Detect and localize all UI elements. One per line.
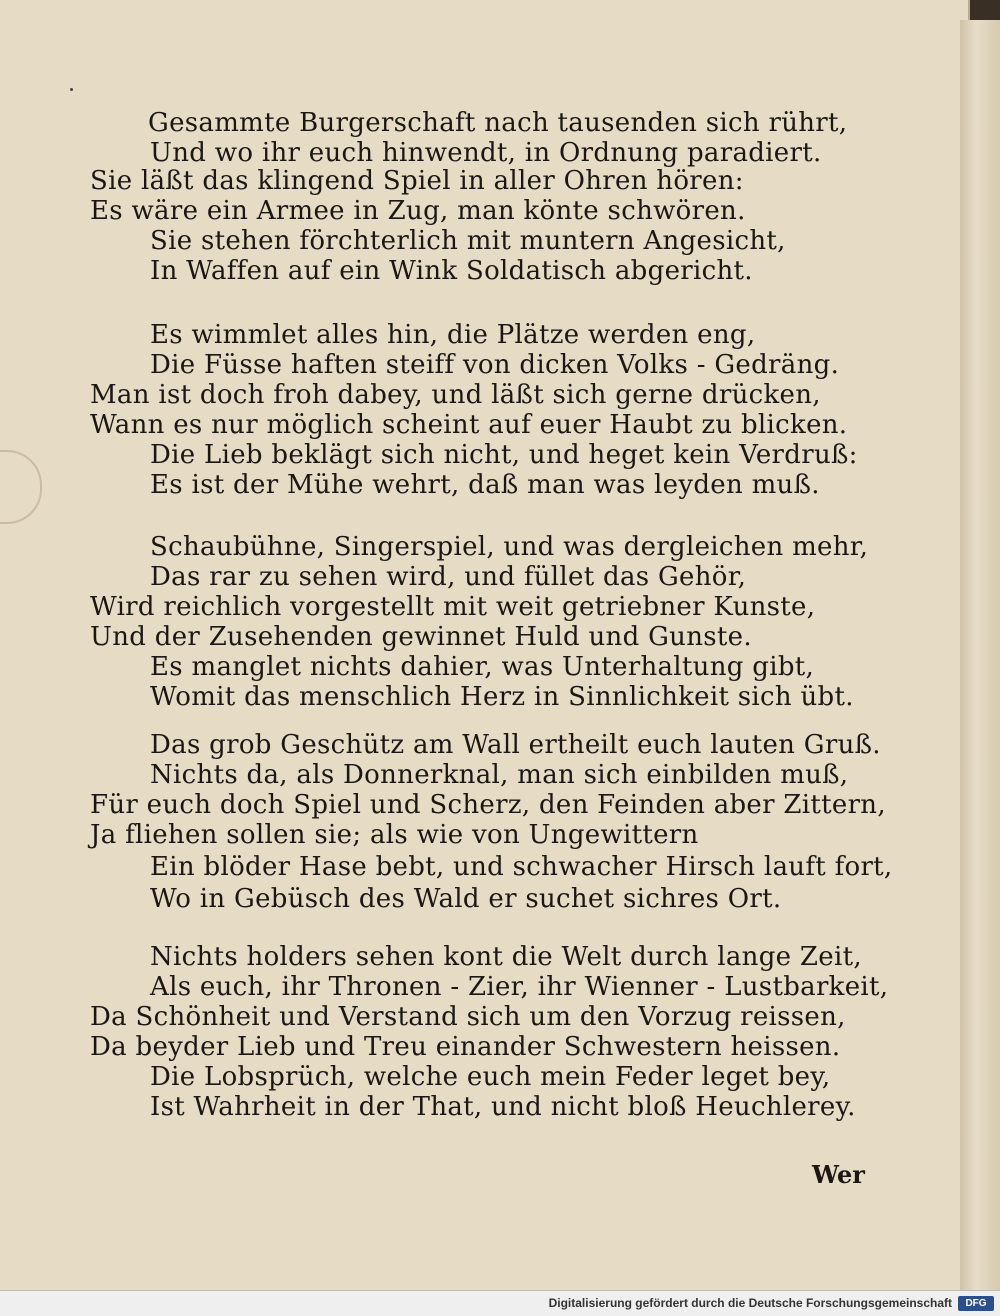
verse-line: Sie stehen förchterlich mit muntern Angesicht,	[150, 226, 786, 256]
verse-line: Sie läßt das klingend Spiel in aller Ohren hören:	[90, 166, 744, 196]
verse-line: Womit das menschlich Herz in Sinnlichkeit sich übt.	[150, 682, 854, 712]
verse-line: Schaubühne, Singerspiel, und was dergleichen mehr,	[150, 532, 869, 562]
verse-line: Es manglet nichts dahier, was Unterhaltung gibt,	[150, 652, 815, 682]
verse-line: Da Schönheit und Verstand sich um den Vorzug reissen,	[90, 1002, 846, 1032]
dfg-logo: DFG	[958, 1296, 994, 1311]
verse-line: In Waffen auf ein Wink Soldatisch abgericht.	[150, 256, 753, 286]
ink-speck	[70, 88, 73, 91]
paper-fold-mark	[0, 450, 42, 524]
verse-line: Und wo ihr euch hinwendt, in Ordnung paradiert.	[150, 138, 822, 168]
digitization-footer	[0, 1290, 1000, 1316]
verse-line: Wird reichlich vorgestellt mit weit getriebner Kunste,	[90, 592, 816, 622]
page-stack-edge	[960, 20, 1000, 1290]
verse-line: Es ist der Mühe wehrt, daß man was leyden muß.	[150, 470, 820, 500]
verse-line: Da beyder Lieb und Treu einander Schwestern heissen.	[90, 1032, 841, 1062]
verse-line: Wo in Gebüsch des Wald er suchet sichres Ort.	[150, 884, 782, 914]
catchword: Wer	[812, 1160, 865, 1189]
funding-credit: Digitalisierung gefördert durch die Deutsche Forschungsgemeinschaft	[548, 1296, 952, 1310]
verse-line: Es wäre ein Armee in Zug, man könte schwören.	[90, 196, 746, 226]
verse-line: Für euch doch Spiel und Scherz, den Feinden aber Zittern,	[90, 790, 886, 820]
verse-line: Als euch, ihr Thronen - Zier, ihr Wienner - Lustbarkeit,	[150, 972, 889, 1002]
verse-line: Wann es nur möglich scheint auf euer Haubt zu blicken.	[90, 410, 848, 440]
verse-line: Man ist doch froh dabey, und läßt sich gerne drücken,	[90, 380, 821, 410]
verse-line: Die Lieb beklägt sich nicht, und heget kein Verdruß:	[150, 440, 858, 470]
verse-line: Das grob Geschütz am Wall ertheilt euch lauten Gruß.	[150, 730, 881, 760]
verse-line: Es wimmlet alles hin, die Plätze werden eng,	[150, 320, 756, 350]
verse-line: Ein blöder Hase bebt, und schwacher Hirsch lauft fort,	[150, 852, 893, 882]
verse-line: Gesammte Burgerschaft nach tausenden sich rührt,	[148, 108, 848, 138]
verse-line: Das rar zu sehen wird, und füllet das Gehör,	[150, 562, 747, 592]
verse-line: Nichts da, als Donnerknal, man sich einbilden muß,	[150, 760, 849, 790]
verse-line: Nichts holders sehen kont die Welt durch lange Zeit,	[150, 942, 862, 972]
verse-line: Die Lobsprüch, welche euch mein Feder leget bey,	[150, 1062, 831, 1092]
verse-line: Ja fliehen sollen sie; als wie von Ungewittern	[90, 820, 699, 850]
verse-line: Ist Wahrheit in der That, und nicht bloß Heuchlerey.	[150, 1092, 856, 1122]
verse-line: Und der Zusehenden gewinnet Huld und Gunste.	[90, 622, 752, 652]
verse-line: Die Füsse haften steiff von dicken Volks - Gedräng.	[150, 350, 840, 380]
